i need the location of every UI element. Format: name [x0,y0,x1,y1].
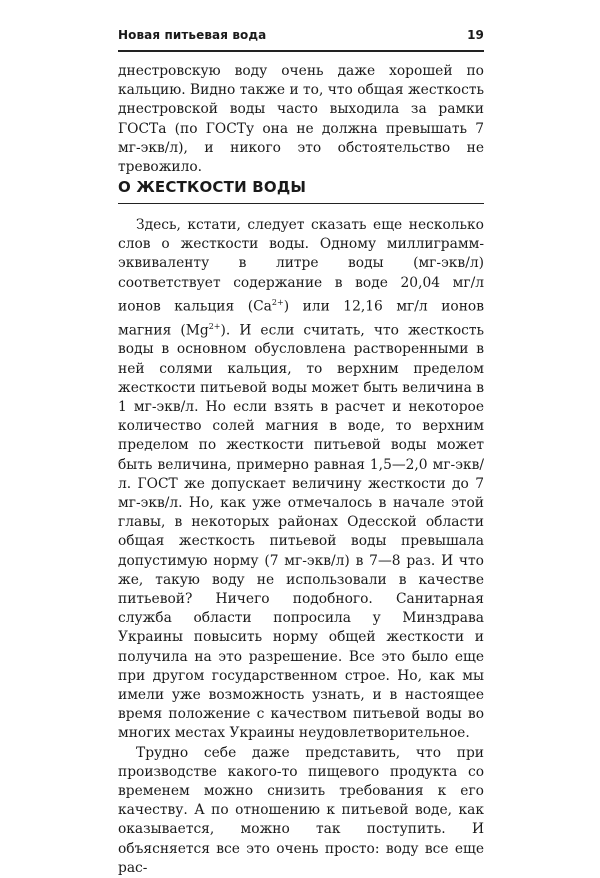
paragraph-water-hardness [118,216,484,744]
paragraph-text: ) или 12,16 мг/л ионов магния (Mg [118,298,484,339]
calcium-charge: 2+ [271,297,284,307]
page-number: 19 [467,28,484,42]
running-header [118,28,484,42]
paragraph-quality-requirements: Трудно себе даже представить, что при производстве какого-то пищевого продукта со временем можно снизить требования к его качеству. А по отношению к питьевой воде, как оказывается, можно так поступить. И объясняется все это очень просто: воду все еще рас- [118,744,484,876]
header-divider [118,50,484,52]
intro-paragraph: днестровскую воду очень даже хорошей по кальцию. Видно также и то, что общая жесткость днестровской воды часто выходила за рамки ГОСТа (по ГОСТу она не должна превышать 7 мг-экв/л), и никого это обстоятельство не тревожило. [118,63,484,176]
paragraph-text: ). И если считать, что жесткость воды в основном обусловлена растворенными в ней солями кальция, то верхним пределом жесткости питьевой воды может быть величина в 1 мг-экв/л. Но если взять в расчет и некоторое количество солей магния в воде, то верхним пределом по жесткости питьевой воды может быть величина, примерно равная 1,5—2,0 мг-экв/л. ГОСТ же допускает величину жесткости до 7 мг-экв/л. Но, как уже отмечалось в начале этой главы, в некоторых районах Одесской области общая жесткость питьевой воды превышала допустимую норму (7 мг-экв/л) в 7—8 раз. И что же, такую воду не использовали в качестве питьевой? Ничего подобного. Санитарная служба области попросила у Минздрава Украины повысить норму общей жесткости и получила на это разрешение. Все это было еще при другом государственном строе. Но, как мы имели уже возможность узнать, и в настоящее время положение с качеством питьевой воды во многих местах Украины неудовлетворительное. [118,322,485,742]
section-title-divider [118,203,484,204]
main-text-block [118,216,484,878]
running-title: Новая питьевая вода [118,28,267,42]
paragraph-text: Здесь, кстати, следует сказать еще несколько слов о жесткости воды. Одному миллиграмм-эквиваленту в литре воды (мг-экв/л) соответствует содержание в воде 20,04 мг/л ионов кальция (Ca [118,217,484,315]
section-title: О ЖЕСТКОСТИ ВОДЫ [118,178,307,196]
magnesium-charge: 2+ [208,321,221,331]
intro-block [118,62,484,177]
